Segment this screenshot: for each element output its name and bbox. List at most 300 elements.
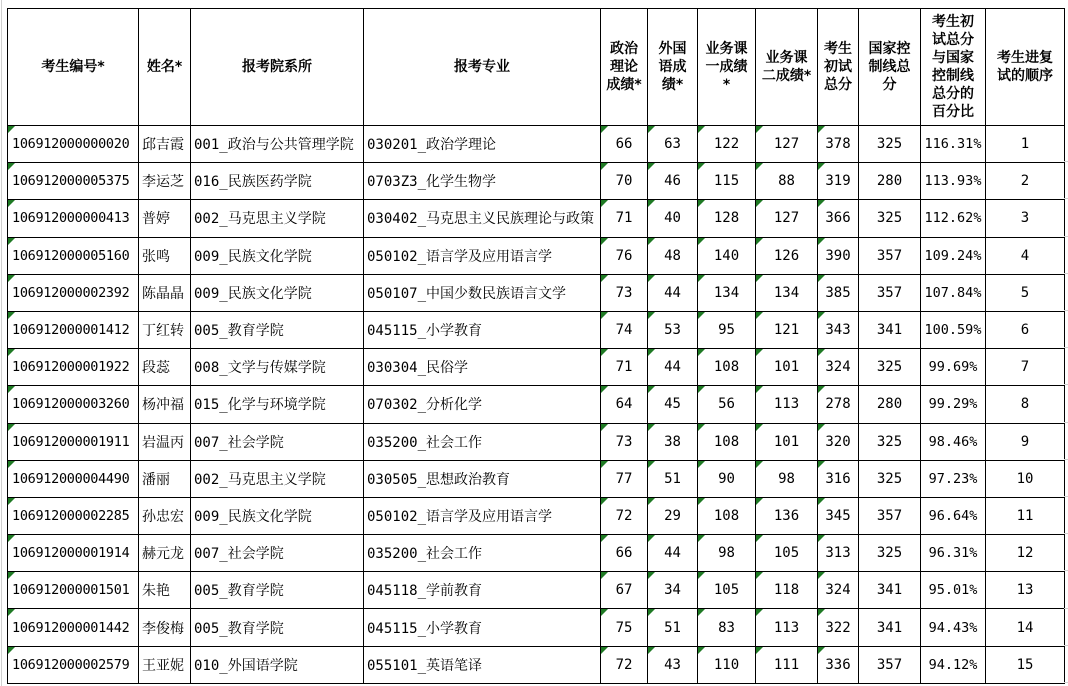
column-header-total: 考生初试总分 xyxy=(818,9,859,126)
excel-gridline-stub xyxy=(1064,608,1068,609)
error-indicator-triangle-icon xyxy=(756,461,763,468)
cell-percent: 96.64% xyxy=(921,497,986,534)
cell-major: 030201_政治学理论 xyxy=(364,126,601,163)
table-row xyxy=(8,386,1065,423)
cell-cutoff: 357 xyxy=(859,646,921,683)
cell-percent: 96.31% xyxy=(921,535,986,572)
error-indicator-triangle-icon xyxy=(756,312,763,319)
cell-total: 324 xyxy=(818,572,859,609)
cell-rank: 1 xyxy=(986,126,1065,163)
error-indicator-triangle-icon xyxy=(601,238,608,245)
cell-rank: 11 xyxy=(986,497,1065,534)
cell-course2: 127 xyxy=(756,126,818,163)
error-indicator-triangle-icon xyxy=(698,200,705,207)
cell-course1: 108 xyxy=(698,349,756,386)
excel-gridline-stub xyxy=(1064,198,1068,199)
cell-rank: 6 xyxy=(986,311,1065,348)
cell-id: 106912000001501 xyxy=(8,572,139,609)
error-indicator-triangle-icon xyxy=(698,424,705,431)
cell-foreign: 48 xyxy=(648,237,698,274)
error-indicator-triangle-icon xyxy=(8,535,15,542)
header-row xyxy=(8,9,1065,126)
cell-id: 106912000001911 xyxy=(8,423,139,460)
cell-percent: 95.01% xyxy=(921,572,986,609)
cell-percent: 112.62% xyxy=(921,200,986,237)
error-indicator-triangle-icon xyxy=(601,163,608,170)
error-indicator-triangle-icon xyxy=(698,312,705,319)
cell-foreign: 51 xyxy=(648,609,698,646)
error-indicator-triangle-icon xyxy=(601,200,608,207)
cell-name: 赫元龙 xyxy=(139,535,191,572)
error-indicator-triangle-icon xyxy=(756,535,763,542)
error-indicator-triangle-icon xyxy=(648,424,655,431)
cell-dept: 009_民族文化学院 xyxy=(191,237,364,274)
cell-dept: 009_民族文化学院 xyxy=(191,497,364,534)
cell-foreign: 43 xyxy=(648,646,698,683)
cell-foreign: 40 xyxy=(648,200,698,237)
cell-rank: 9 xyxy=(986,423,1065,460)
cell-politics: 75 xyxy=(601,609,648,646)
cell-politics: 71 xyxy=(601,200,648,237)
cell-percent: 100.59% xyxy=(921,311,986,348)
cell-foreign: 34 xyxy=(648,572,698,609)
cell-foreign: 44 xyxy=(648,349,698,386)
cell-foreign: 51 xyxy=(648,460,698,497)
cell-course1: 134 xyxy=(698,274,756,311)
error-indicator-triangle-icon xyxy=(818,312,825,319)
cell-course2: 111 xyxy=(756,646,818,683)
excel-gridline-stub xyxy=(1064,570,1068,571)
cell-name: 张鸣 xyxy=(139,237,191,274)
table-row xyxy=(8,163,1065,200)
cell-major: 055101_英语笔译 xyxy=(364,646,601,683)
cell-cutoff: 325 xyxy=(859,423,921,460)
error-indicator-triangle-icon xyxy=(8,275,15,282)
cell-id: 106912000002285 xyxy=(8,497,139,534)
column-header-foreign: 外国语成绩* xyxy=(648,9,698,126)
error-indicator-triangle-icon xyxy=(698,498,705,505)
table-row xyxy=(8,311,1065,348)
cell-total: 366 xyxy=(818,200,859,237)
cell-percent: 113.93% xyxy=(921,163,986,200)
cell-dept: 007_社会学院 xyxy=(191,423,364,460)
error-indicator-triangle-icon xyxy=(818,126,825,133)
column-header-politics: 政治理论成绩* xyxy=(601,9,648,126)
error-indicator-triangle-icon xyxy=(8,572,15,579)
error-indicator-triangle-icon xyxy=(8,647,15,654)
cell-course2: 101 xyxy=(756,349,818,386)
cell-rank: 2 xyxy=(986,163,1065,200)
cell-dept: 008_文学与传媒学院 xyxy=(191,349,364,386)
cell-foreign: 63 xyxy=(648,126,698,163)
error-indicator-triangle-icon xyxy=(8,238,15,245)
cell-dept: 010_外国语学院 xyxy=(191,646,364,683)
excel-gridline-stub xyxy=(1064,310,1068,311)
error-indicator-triangle-icon xyxy=(756,424,763,431)
excel-gridline-stub xyxy=(1064,236,1068,237)
cell-foreign: 46 xyxy=(648,163,698,200)
table-row xyxy=(8,274,1065,311)
cell-name: 邱吉霞 xyxy=(139,126,191,163)
cell-course1: 128 xyxy=(698,200,756,237)
table-row xyxy=(8,460,1065,497)
cell-course1: 95 xyxy=(698,311,756,348)
cell-foreign: 44 xyxy=(648,274,698,311)
cell-percent: 109.24% xyxy=(921,237,986,274)
cell-cutoff: 325 xyxy=(859,460,921,497)
error-indicator-triangle-icon xyxy=(8,200,15,207)
cell-name: 李俊梅 xyxy=(139,609,191,646)
cell-id: 106912000003260 xyxy=(8,386,139,423)
error-indicator-triangle-icon xyxy=(698,126,705,133)
cell-name: 李运芝 xyxy=(139,163,191,200)
cell-name: 普婷 xyxy=(139,200,191,237)
column-header-cutoff: 国家控制线总分 xyxy=(859,9,921,126)
cell-name: 丁红转 xyxy=(139,311,191,348)
cell-id: 106912000000413 xyxy=(8,200,139,237)
error-indicator-triangle-icon xyxy=(818,461,825,468)
cell-name: 岩温丙 xyxy=(139,423,191,460)
cell-percent: 97.23% xyxy=(921,460,986,497)
cell-cutoff: 357 xyxy=(859,274,921,311)
excel-gridline-stub xyxy=(1064,459,1068,460)
error-indicator-triangle-icon xyxy=(648,238,655,245)
cell-course1: 108 xyxy=(698,423,756,460)
error-indicator-triangle-icon xyxy=(8,312,15,319)
cell-name: 朱艳 xyxy=(139,572,191,609)
cell-course1: 108 xyxy=(698,497,756,534)
error-indicator-triangle-icon xyxy=(648,609,655,616)
cell-cutoff: 325 xyxy=(859,535,921,572)
cell-dept: 005_教育学院 xyxy=(191,311,364,348)
cell-course2: 121 xyxy=(756,311,818,348)
cell-course2: 113 xyxy=(756,609,818,646)
error-indicator-triangle-icon xyxy=(648,572,655,579)
error-indicator-triangle-icon xyxy=(698,609,705,616)
error-indicator-triangle-icon xyxy=(601,275,608,282)
error-indicator-triangle-icon xyxy=(8,498,15,505)
error-indicator-triangle-icon xyxy=(601,461,608,468)
error-indicator-triangle-icon xyxy=(818,424,825,431)
error-indicator-triangle-icon xyxy=(601,312,608,319)
error-indicator-triangle-icon xyxy=(698,275,705,282)
cell-foreign: 44 xyxy=(648,535,698,572)
cell-major: 045115_小学教育 xyxy=(364,609,601,646)
cell-total: 316 xyxy=(818,460,859,497)
cell-percent: 94.12% xyxy=(921,646,986,683)
error-indicator-triangle-icon xyxy=(8,349,15,356)
cell-cutoff: 341 xyxy=(859,572,921,609)
cell-major: 050107_中国少数民族语言文学 xyxy=(364,274,601,311)
error-indicator-triangle-icon xyxy=(818,163,825,170)
cell-total: 385 xyxy=(818,274,859,311)
error-indicator-triangle-icon xyxy=(648,312,655,319)
column-header-percent: 考生初试总分与国家控制线总分的百分比 xyxy=(921,9,986,126)
error-indicator-triangle-icon xyxy=(818,275,825,282)
error-indicator-triangle-icon xyxy=(818,609,825,616)
error-indicator-triangle-icon xyxy=(756,163,763,170)
error-indicator-triangle-icon xyxy=(601,535,608,542)
error-indicator-triangle-icon xyxy=(8,126,15,133)
cell-course1: 115 xyxy=(698,163,756,200)
cell-course2: 134 xyxy=(756,274,818,311)
cell-major: 035200_社会工作 xyxy=(364,535,601,572)
excel-gridline-stub xyxy=(1064,422,1068,423)
cell-course1: 83 xyxy=(698,609,756,646)
cell-course2: 126 xyxy=(756,237,818,274)
cell-course1: 105 xyxy=(698,572,756,609)
column-header-rank: 考生进复试的顺序 xyxy=(986,9,1065,126)
cell-cutoff: 357 xyxy=(859,497,921,534)
error-indicator-triangle-icon xyxy=(818,535,825,542)
cell-id: 106912000001922 xyxy=(8,349,139,386)
cell-total: 320 xyxy=(818,423,859,460)
table-row xyxy=(8,646,1065,683)
cell-course2: 88 xyxy=(756,163,818,200)
error-indicator-triangle-icon xyxy=(698,647,705,654)
cell-cutoff: 357 xyxy=(859,237,921,274)
error-indicator-triangle-icon xyxy=(756,349,763,356)
cell-major: 050102_语言学及应用语言学 xyxy=(364,497,601,534)
error-indicator-triangle-icon xyxy=(648,349,655,356)
table-row xyxy=(8,572,1065,609)
error-indicator-triangle-icon xyxy=(8,609,15,616)
cell-dept: 009_民族文化学院 xyxy=(191,274,364,311)
cell-course2: 136 xyxy=(756,497,818,534)
cell-foreign: 53 xyxy=(648,311,698,348)
error-indicator-triangle-icon xyxy=(8,461,15,468)
cell-name: 王亚妮 xyxy=(139,646,191,683)
cell-name: 陈晶晶 xyxy=(139,274,191,311)
cell-dept: 001_政治与公共管理学院 xyxy=(191,126,364,163)
cell-course1: 110 xyxy=(698,646,756,683)
error-indicator-triangle-icon xyxy=(698,461,705,468)
cell-major: 030304_民俗学 xyxy=(364,349,601,386)
error-indicator-triangle-icon xyxy=(601,424,608,431)
table-row xyxy=(8,535,1065,572)
error-indicator-triangle-icon xyxy=(698,163,705,170)
error-indicator-triangle-icon xyxy=(601,609,608,616)
cell-cutoff: 325 xyxy=(859,126,921,163)
cell-rank: 3 xyxy=(986,200,1065,237)
cell-politics: 73 xyxy=(601,423,648,460)
cell-course1: 56 xyxy=(698,386,756,423)
error-indicator-triangle-icon xyxy=(756,609,763,616)
error-indicator-triangle-icon xyxy=(818,647,825,654)
cell-major: 050102_语言学及应用语言学 xyxy=(364,237,601,274)
error-indicator-triangle-icon xyxy=(601,126,608,133)
table-row xyxy=(8,126,1065,163)
cell-rank: 8 xyxy=(986,386,1065,423)
cell-politics: 72 xyxy=(601,646,648,683)
cell-politics: 74 xyxy=(601,311,648,348)
cell-major: 030402_马克思主义民族理论与政策 xyxy=(364,200,601,237)
excel-gridline-stub xyxy=(1064,682,1068,683)
cell-percent: 116.31% xyxy=(921,126,986,163)
cell-foreign: 45 xyxy=(648,386,698,423)
cell-course1: 140 xyxy=(698,237,756,274)
cell-course2: 118 xyxy=(756,572,818,609)
cell-course2: 101 xyxy=(756,423,818,460)
cell-major: 0703Z3_化学生物学 xyxy=(364,163,601,200)
cell-dept: 005_教育学院 xyxy=(191,609,364,646)
excel-gridline-stub xyxy=(1064,161,1068,162)
cell-name: 潘丽 xyxy=(139,460,191,497)
cell-rank: 5 xyxy=(986,274,1065,311)
error-indicator-triangle-icon xyxy=(648,535,655,542)
cell-dept: 016_民族医药学院 xyxy=(191,163,364,200)
cell-politics: 66 xyxy=(601,535,648,572)
cell-rank: 10 xyxy=(986,460,1065,497)
cell-percent: 99.69% xyxy=(921,349,986,386)
cell-percent: 94.43% xyxy=(921,609,986,646)
error-indicator-triangle-icon xyxy=(8,424,15,431)
cell-cutoff: 280 xyxy=(859,163,921,200)
error-indicator-triangle-icon xyxy=(601,647,608,654)
cell-cutoff: 325 xyxy=(859,349,921,386)
cell-rank: 13 xyxy=(986,572,1065,609)
cell-dept: 002_马克思主义学院 xyxy=(191,200,364,237)
excel-gridline-left xyxy=(1,0,2,686)
table-row xyxy=(8,609,1065,646)
cell-total: 313 xyxy=(818,535,859,572)
cell-percent: 99.29% xyxy=(921,386,986,423)
table-row xyxy=(8,423,1065,460)
cell-id: 106912000000020 xyxy=(8,126,139,163)
error-indicator-triangle-icon xyxy=(648,461,655,468)
table-row xyxy=(8,237,1065,274)
cell-id: 106912000005375 xyxy=(8,163,139,200)
cell-major: 030505_思想政治教育 xyxy=(364,460,601,497)
cell-dept: 002_马克思主义学院 xyxy=(191,460,364,497)
cell-id: 106912000001442 xyxy=(8,609,139,646)
cell-course1: 98 xyxy=(698,535,756,572)
cell-rank: 12 xyxy=(986,535,1065,572)
error-indicator-triangle-icon xyxy=(648,386,655,393)
cell-name: 孙忠宏 xyxy=(139,497,191,534)
cell-course2: 98 xyxy=(756,460,818,497)
error-indicator-triangle-icon xyxy=(756,238,763,245)
cell-id: 106912000002579 xyxy=(8,646,139,683)
excel-gridline-stub xyxy=(1064,645,1068,646)
cell-course2: 127 xyxy=(756,200,818,237)
cell-dept: 005_教育学院 xyxy=(191,572,364,609)
error-indicator-triangle-icon xyxy=(818,349,825,356)
error-indicator-triangle-icon xyxy=(648,498,655,505)
cell-foreign: 38 xyxy=(648,423,698,460)
cell-politics: 77 xyxy=(601,460,648,497)
cell-course2: 113 xyxy=(756,386,818,423)
error-indicator-triangle-icon xyxy=(601,572,608,579)
error-indicator-triangle-icon xyxy=(756,200,763,207)
error-indicator-triangle-icon xyxy=(698,349,705,356)
cell-cutoff: 280 xyxy=(859,386,921,423)
column-header-course1: 业务课一成绩* xyxy=(698,9,756,126)
error-indicator-triangle-icon xyxy=(756,275,763,282)
cell-name: 杨冲福 xyxy=(139,386,191,423)
cell-id: 106912000004490 xyxy=(8,460,139,497)
table-row xyxy=(8,200,1065,237)
cell-id: 106912000001914 xyxy=(8,535,139,572)
error-indicator-triangle-icon xyxy=(648,647,655,654)
error-indicator-triangle-icon xyxy=(756,572,763,579)
table-row xyxy=(8,497,1065,534)
cell-total: 324 xyxy=(818,349,859,386)
cell-total: 278 xyxy=(818,386,859,423)
column-header-name: 姓名* xyxy=(139,9,191,126)
error-indicator-triangle-icon xyxy=(698,535,705,542)
error-indicator-triangle-icon xyxy=(756,498,763,505)
error-indicator-triangle-icon xyxy=(8,163,15,170)
cell-major: 045118_学前教育 xyxy=(364,572,601,609)
excel-gridline-stub xyxy=(1064,496,1068,497)
error-indicator-triangle-icon xyxy=(601,498,608,505)
cell-dept: 007_社会学院 xyxy=(191,535,364,572)
cell-total: 345 xyxy=(818,497,859,534)
column-header-course2: 业务课二成绩* xyxy=(756,9,818,126)
error-indicator-triangle-icon xyxy=(648,126,655,133)
error-indicator-triangle-icon xyxy=(601,349,608,356)
error-indicator-triangle-icon xyxy=(698,238,705,245)
cell-id: 106912000001412 xyxy=(8,311,139,348)
column-header-dept: 报考院系所 xyxy=(191,9,364,126)
cell-course2: 105 xyxy=(756,535,818,572)
cell-id: 106912000005160 xyxy=(8,237,139,274)
error-indicator-triangle-icon xyxy=(648,163,655,170)
cell-politics: 71 xyxy=(601,349,648,386)
excel-gridline-stub xyxy=(1064,384,1068,385)
cell-rank: 7 xyxy=(986,349,1065,386)
cell-percent: 98.46% xyxy=(921,423,986,460)
error-indicator-triangle-icon xyxy=(648,200,655,207)
cell-percent: 107.84% xyxy=(921,274,986,311)
excel-gridline-stub xyxy=(1064,273,1068,274)
cell-politics: 66 xyxy=(601,126,648,163)
cell-name: 段蕊 xyxy=(139,349,191,386)
cell-cutoff: 341 xyxy=(859,609,921,646)
cell-total: 336 xyxy=(818,646,859,683)
cell-course1: 90 xyxy=(698,460,756,497)
cell-total: 378 xyxy=(818,126,859,163)
cell-total: 322 xyxy=(818,609,859,646)
error-indicator-triangle-icon xyxy=(601,386,608,393)
error-indicator-triangle-icon xyxy=(756,647,763,654)
cell-foreign: 29 xyxy=(648,497,698,534)
error-indicator-triangle-icon xyxy=(698,572,705,579)
cell-politics: 72 xyxy=(601,497,648,534)
cell-rank: 4 xyxy=(986,237,1065,274)
excel-gridline-stub xyxy=(1064,533,1068,534)
column-header-id: 考生编号* xyxy=(8,9,139,126)
cell-rank: 14 xyxy=(986,609,1065,646)
cell-politics: 76 xyxy=(601,237,648,274)
cell-cutoff: 325 xyxy=(859,200,921,237)
candidate-score-table xyxy=(7,8,1065,684)
table-row xyxy=(8,349,1065,386)
cell-course1: 122 xyxy=(698,126,756,163)
excel-gridline-stub xyxy=(1064,347,1068,348)
cell-politics: 64 xyxy=(601,386,648,423)
cell-rank: 15 xyxy=(986,646,1065,683)
cell-major: 070302_分析化学 xyxy=(364,386,601,423)
column-header-major: 报考专业 xyxy=(364,9,601,126)
cell-id: 106912000002392 xyxy=(8,274,139,311)
cell-politics: 67 xyxy=(601,572,648,609)
cell-dept: 015_化学与环境学院 xyxy=(191,386,364,423)
cell-total: 343 xyxy=(818,311,859,348)
error-indicator-triangle-icon xyxy=(818,238,825,245)
cell-politics: 73 xyxy=(601,274,648,311)
